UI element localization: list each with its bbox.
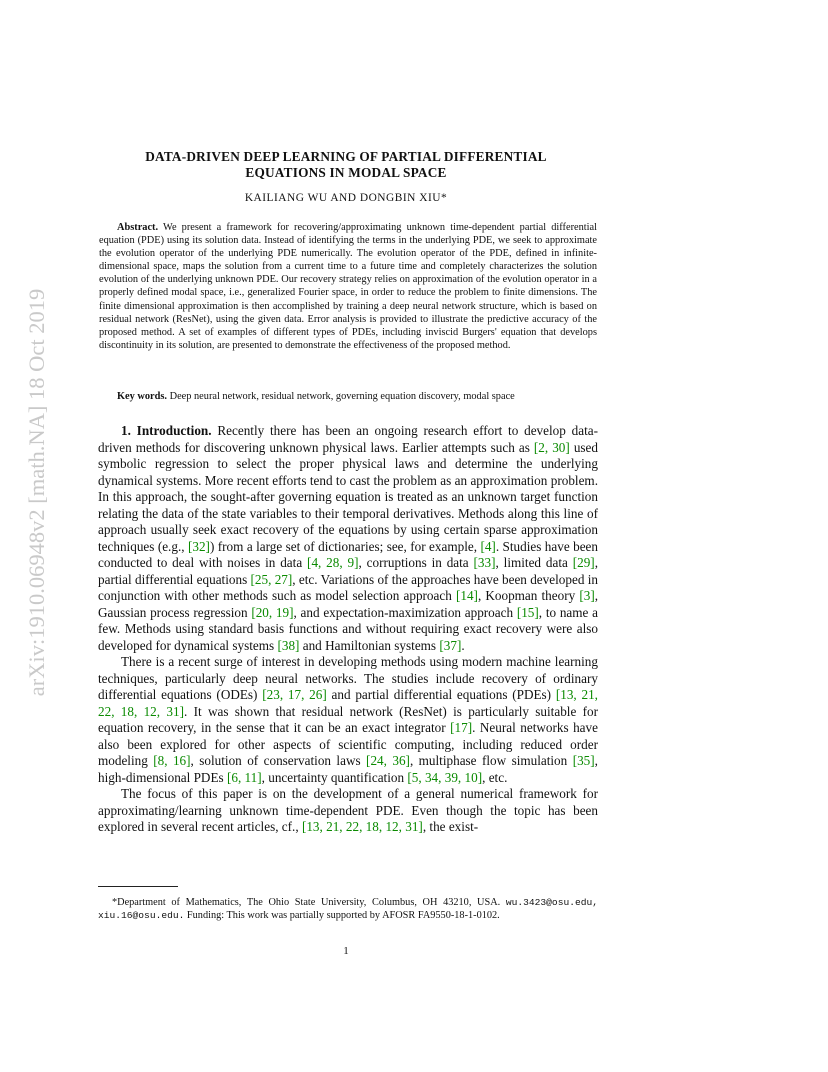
footnote-rule xyxy=(98,886,178,887)
p2-seg-14: , uncertainty quantification xyxy=(261,769,408,785)
p1-seg-10: , limited data xyxy=(495,555,573,570)
p1-seg-16: , Koopman theory xyxy=(477,588,580,603)
footnote-affiliation: *Department of Mathematics, The Ohio State University, Columbus, OH 43210, USA. xyxy=(112,897,501,908)
citation-link[interactable]: [6, 11] xyxy=(226,769,262,785)
citation-link[interactable]: [17] xyxy=(450,720,473,735)
p1-seg-20: , and expectation-maximization approach xyxy=(293,604,517,620)
introduction-section xyxy=(98,423,598,836)
keywords-text: Deep neural network, residual network, governing equation discovery, modal space xyxy=(169,391,515,402)
citation-link[interactable]: [29] xyxy=(572,555,595,570)
intro-paragraph-3 xyxy=(98,786,598,836)
p1-seg-2: used symbolic regression to select the proper physical laws and determine the underlying dynamical systems. More recent efforts tend to cast the problem as an approximation problem. In this approach, the sought-after governing equation is treated as an unknown target function relating the data of the state variables to their temporal derivatives. Methods along this line of approach usually seek exact recovery of the equations by using certain sparse approximation techniques (e.g., xyxy=(98,439,598,554)
citation-link[interactable]: [13, 21, 22, 18, 12, 31] xyxy=(301,819,423,834)
p1-seg-26: . xyxy=(461,637,465,653)
citation-link[interactable]: [20, 19] xyxy=(251,604,294,620)
p3-seg-0: The focus of this paper is on the development of a general numerical framework for approximating/learning unknown time-dependent PDE. Even though the topic has been explored in several recent articles, cf., xyxy=(98,786,598,834)
abstract-label: Abstract. xyxy=(117,222,159,233)
keywords-label: Key words. xyxy=(117,391,167,402)
citation-link[interactable]: [14] xyxy=(455,588,478,603)
p1-seg-8: , corruptions in data xyxy=(358,555,474,570)
arxiv-side-stamp xyxy=(26,237,48,748)
keywords xyxy=(99,390,597,403)
abstract xyxy=(99,221,597,352)
citation-link[interactable]: [8, 16] xyxy=(153,753,191,768)
p1-seg-18: , Gaussian process regression xyxy=(98,588,599,620)
citation-link[interactable]: [24, 36] xyxy=(366,753,410,768)
footnote xyxy=(98,896,598,922)
citation-link[interactable]: [2, 30] xyxy=(533,439,570,455)
p3-seg-2: , the exist- xyxy=(422,819,479,834)
title-line-2: EQUATIONS IN MODAL SPACE xyxy=(245,165,447,180)
author-line: KAILIANG WU AND DONGBIN XIU* xyxy=(244,192,448,204)
footnote-emails: wu.3423@osu.edu, xiu.16@osu.edu. xyxy=(98,897,598,921)
citation-link[interactable]: [5, 34, 39, 10] xyxy=(407,769,483,785)
citation-link[interactable]: [13, 21, 22, 18, 12, 31] xyxy=(98,687,598,719)
title-line-1: DATA-DRIVEN DEEP LEARNING OF PARTIAL DIFFERENTIAL xyxy=(145,149,547,164)
abstract-text: We present a framework for recovering/approximating unknown time-dependent partial differential equation (PDE) using its solution data. Instead of identifying the terms in the underlying PDE, we seek to approximate the evolution operator of the underlying PDE numerically. The evolution operator of the PDE, defined in infinite-dimensional space, maps the solution from a current time to a future time and completely characterizes the solution evolution of the underlying unknown PDE. Our recovery strategy relies on approximation of the evolution operator in a properly defined modal space, i.e., generalized Fourier space, in order to reduce the problem to finite dimensions. The finite dimensional approximation is then accomplished by training a deep neural network structure, which is based on residual network (ResNet), using the given data. Error analysis is provided to illustrate the predictive accuracy of the proposed method. A set of examples of different types of PDEs, including inviscid Burgers' equation that develops discontinuity in its solution, are presented to demonstrate the effectiveness of the proposed method. xyxy=(99,222,597,351)
p2-seg-6: . Neural networks have also been explored for other aspects of scientific computing, including reduced order modeling xyxy=(98,720,598,768)
citation-link[interactable]: [15] xyxy=(516,604,539,620)
page-number: 1 xyxy=(343,945,349,957)
intro-paragraph-1 xyxy=(98,423,598,654)
citation-link[interactable]: [3] xyxy=(579,588,595,603)
p1-seg-14: , etc. Variations of the approaches have been developed in conjunction with other methods such as model selection approach xyxy=(98,571,598,603)
intro-paragraph-2 xyxy=(98,654,598,786)
citation-link[interactable]: [32] xyxy=(187,538,210,554)
p2-seg-2: and partial differential equations (PDEs) xyxy=(326,687,556,702)
p1-seg-24: and Hamiltonian systems xyxy=(299,637,440,653)
citation-link[interactable]: [23, 17, 26] xyxy=(262,687,327,702)
p2-seg-0: There is a recent surge of interest in developing methods using modern machine learning techniques, particularly deep neural networks. The studies include recovery of ordinary differential equations (ODEs) xyxy=(98,654,598,702)
section-heading: 1. Introduction. xyxy=(121,423,212,438)
p1-seg-4: ) from a large set of dictionaries; see, for example, xyxy=(209,538,481,554)
p2-seg-16: , etc. xyxy=(482,769,508,785)
citation-link[interactable]: [35] xyxy=(572,753,595,768)
p1-seg-22: , to name a few. Methods using standard basis functions and without requiring exact recovery were also developed for dynamical systems xyxy=(98,604,598,653)
p2-seg-10: , multiphase flow simulation xyxy=(409,753,573,768)
p2-seg-12: , high-dimensional PDEs xyxy=(98,753,598,785)
citation-link[interactable]: [37] xyxy=(439,637,462,653)
citation-link[interactable]: [4, 28, 9] xyxy=(307,555,359,570)
arxiv-identifier: arXiv:1910.06948v2 [math.NA] 18 Oct 2019 xyxy=(24,288,49,697)
citation-link[interactable]: [25, 27] xyxy=(250,571,293,587)
p2-seg-8: , solution of conservation laws xyxy=(190,753,367,768)
paper-title xyxy=(100,149,592,181)
citation-link[interactable]: [4] xyxy=(480,538,496,554)
p2-seg-4: . It was shown that residual network (ResNet) is particularly suitable for equation recovery, in the sense that it can be an exact integrator xyxy=(98,703,598,735)
p1-seg-0: Recently there has been an ongoing research effort to develop data-driven methods for discovering unknown physical laws. Earlier attempts such as xyxy=(98,423,599,455)
citation-link[interactable]: [33] xyxy=(473,555,496,570)
p1-seg-6: . Studies have been conducted to deal with noises in data xyxy=(98,538,599,570)
footnote-funding: Funding: This work was partially supported by AFOSR FA9550-18-1-0102. xyxy=(184,910,500,921)
citation-link[interactable]: [38] xyxy=(277,637,300,653)
p1-seg-12: , partial differential equations xyxy=(98,555,598,587)
